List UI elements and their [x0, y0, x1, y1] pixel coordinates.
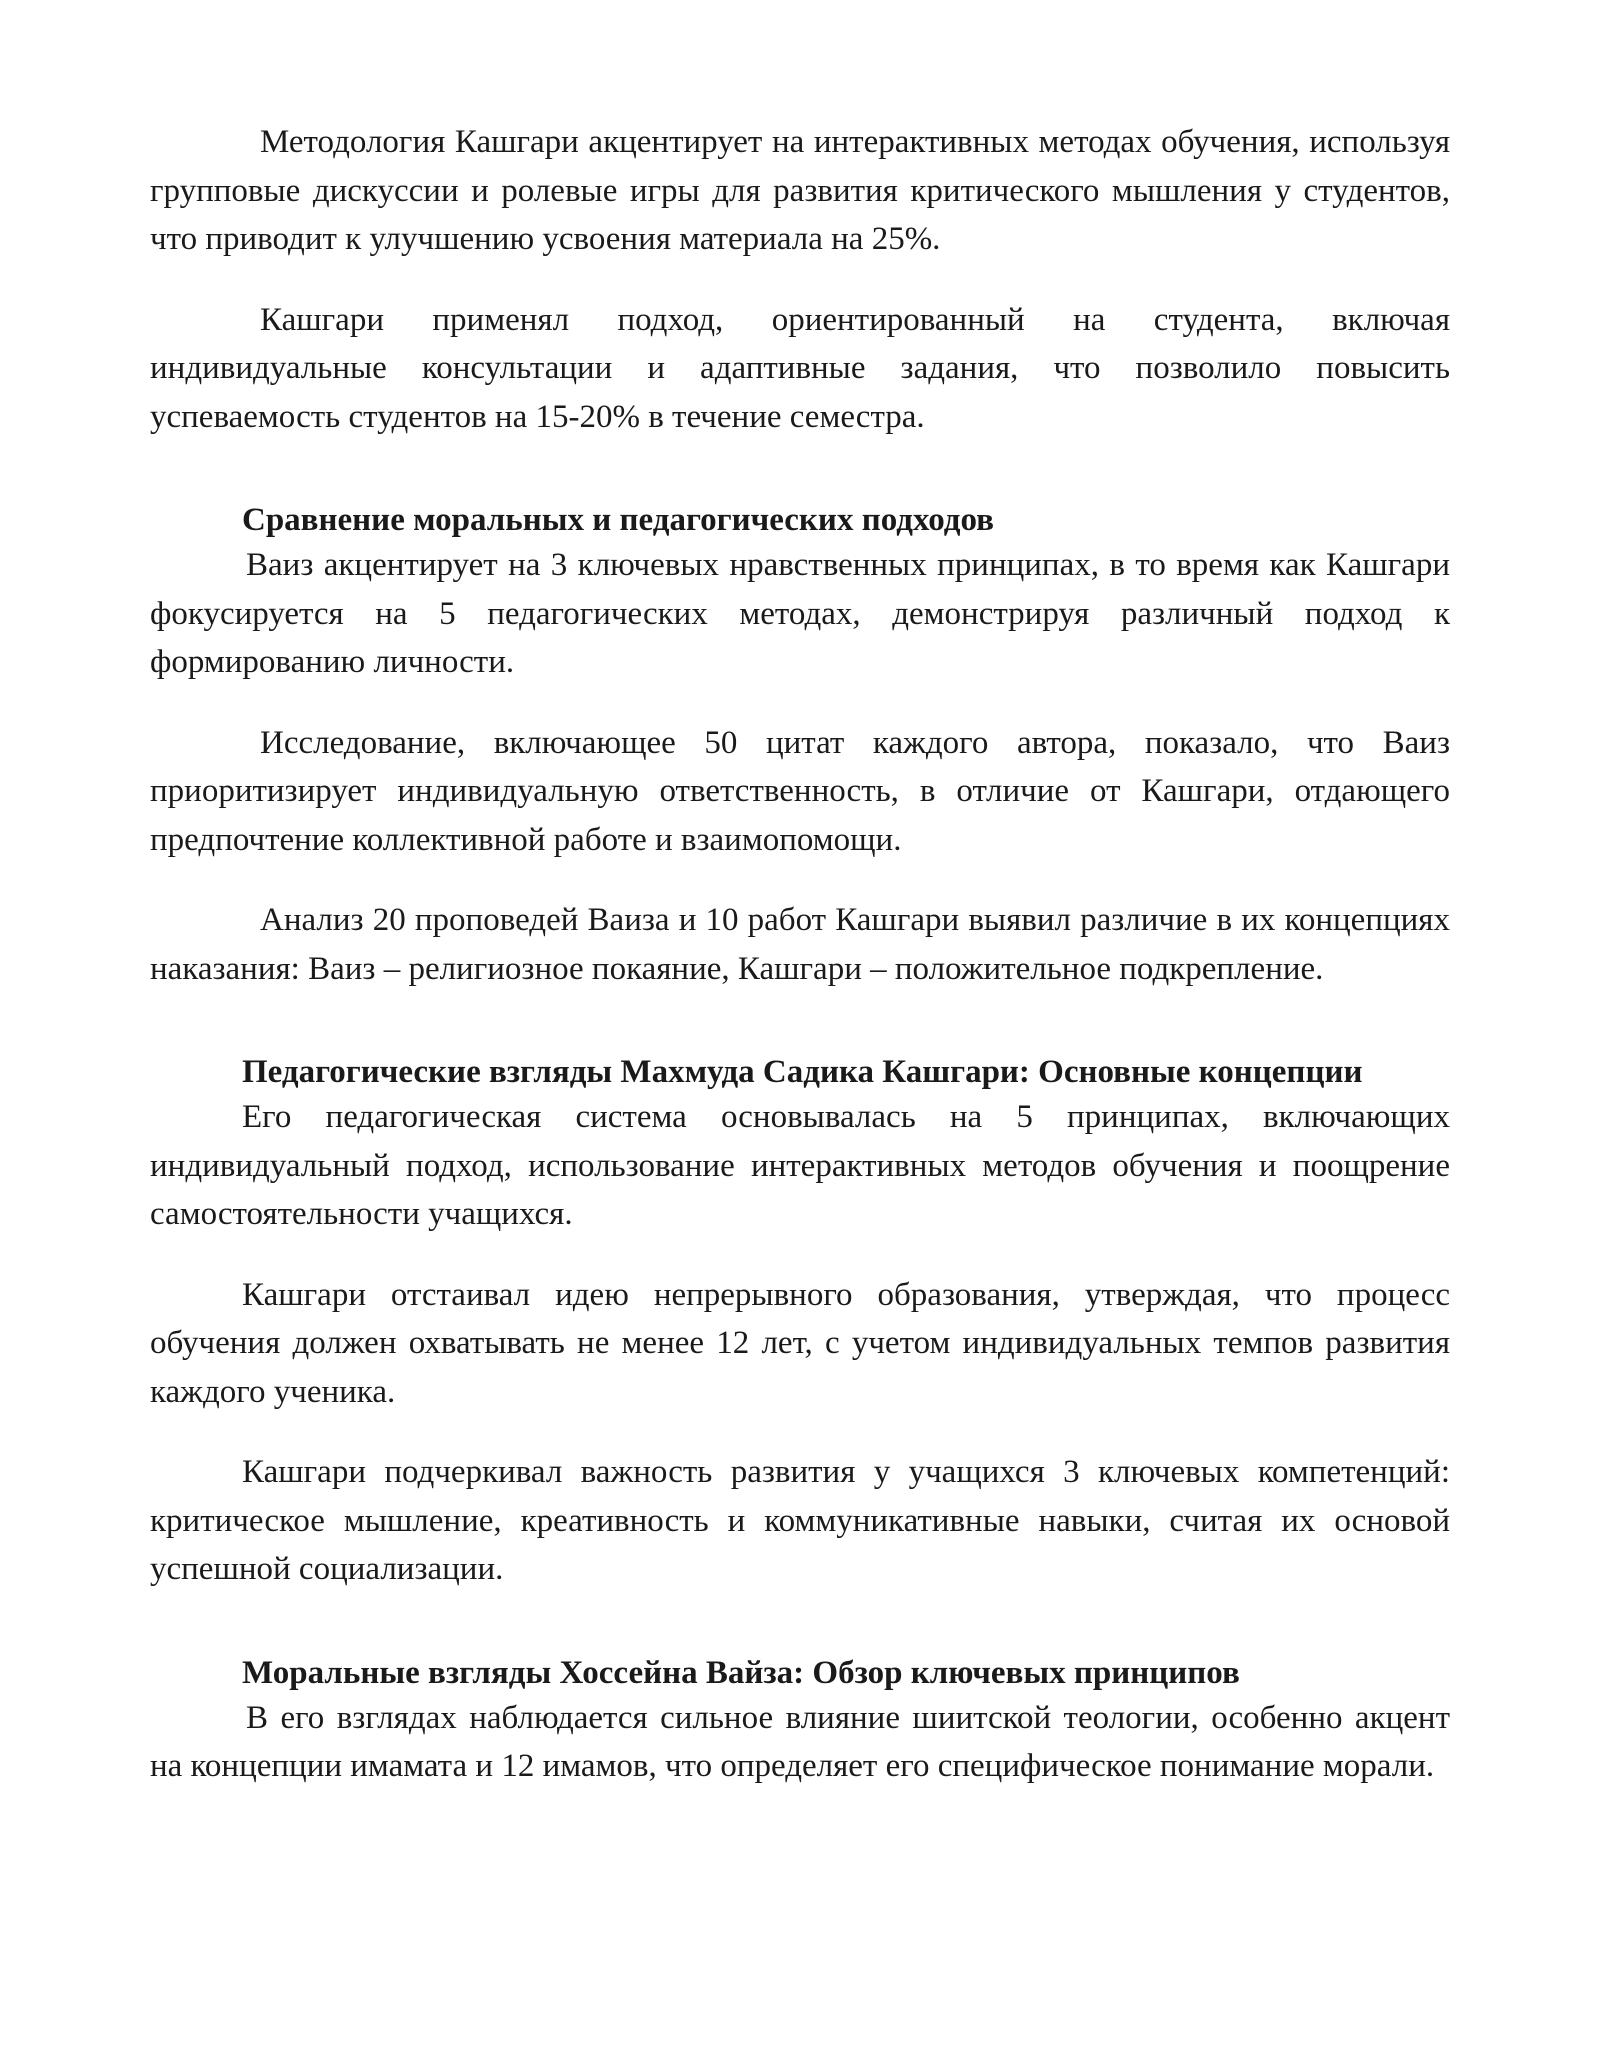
paragraph: Анализ 20 проповедей Ваиза и 10 работ Кашгари выявил различие в их концепциях наказания: Ваиз – религиозное покаяние, Кашгари – положительное подкрепление.	[150, 902, 1450, 987]
section-heading: Моральные взгляды Хоссейна Вайза: Обзор ключевых принципов	[242, 1654, 1240, 1691]
paragraph: Методология Кашгари акцентирует на интерактивных методах обучения, используя групповые дискуссии и ролевые игры для развития критического мышления у студентов, что приводит к улучшению усвоения материала на 25%.	[150, 124, 1450, 257]
section-heading: Педагогические взгляды Махмуда Садика Кашгари: Основные концепции	[242, 1054, 1363, 1090]
paragraph: Его педагогическая система основывалась на 5 принципах, включающих индивидуальный подход, использование интерактивных методов обучения и поощрение самостоятельности учащихся.	[150, 1099, 1450, 1232]
paragraph: Исследование, включающее 50 цитат каждого автора, показало, что Ваиз приоритизирует индивидуальную ответственность, в отличие от Кашгари, отдающего предпочтение коллективной работе и взаимопомощи.	[150, 724, 1450, 858]
paragraph: Кашгари применял подход, ориентированный на студента, включая индивидуальные консультации и адаптивные задания, что позволило повысить успеваемость студентов на 15-20% в течение семестра.	[150, 301, 1450, 435]
paragraph: Кашгари отстаивал идею непрерывного образования, утверждая, что процесс обучения должен охватывать не менее 12 лет, с учетом индивидуальных темпов развития каждого ученика.	[150, 1276, 1450, 1410]
paragraph: В его взглядах наблюдается сильное влияние шиитской теологии, особенно акцент на концепции имамата и 12 имамов, что определяет его специфическое понимание морали.	[150, 1699, 1450, 1784]
paragraph: Кашгари подчеркивал важность развития у учащихся 3 ключевых компетенций: критическое мышление, креативность и коммуникативные навыки, считая их основой успешной социализации.	[150, 1454, 1450, 1587]
paragraph: Ваиз акцентирует на 3 ключевых нравственных принципах, в то время как Кашгари фокусируется на 5 педагогических методах, демонстрируя различный подход к формированию личности.	[150, 547, 1450, 680]
section-heading: Сравнение моральных и педагогических подходов	[242, 502, 994, 538]
